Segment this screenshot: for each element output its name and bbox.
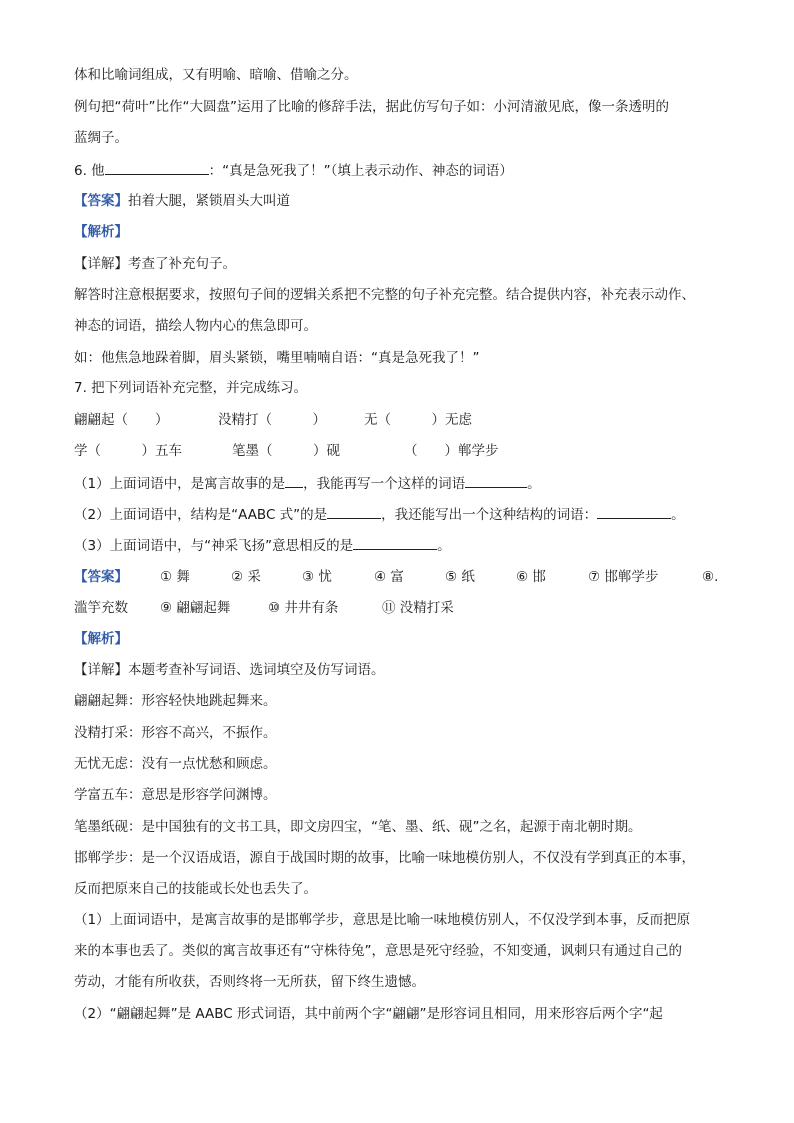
analysis-tag-line [74,629,128,649]
word-item: 学（ ）五车 [74,443,182,459]
answer-item: ① 舞 [160,569,190,585]
detail-tag: 【详解】 [74,662,128,678]
answer-line [74,567,128,587]
text-line: 劳动，才能有所收获，否则终将一无所获，留下终生遗憾。 [74,974,425,990]
word-item: （ ）郸学步 [404,443,499,459]
analysis-tag-line [74,222,128,242]
question-7: 7. 把下列词语补充完整，并完成练习。 [74,380,308,396]
text-line: （2）“翩翩起舞”是 AABC 形式词语，其中前两个字“翩翩”是形容词且相同，用来形容后两个字“起 [74,1006,663,1022]
answer-blank [465,473,527,488]
answer-item: ⑧. [702,569,719,585]
word-item: 没精打（ ） [218,412,326,428]
text-line: 蓝绸子。 [74,130,128,146]
text-line: 学富五车：意思是形容学问渊博。 [74,787,277,803]
analysis-tag: 【解析】 [74,224,128,240]
text-line: 解答时注意根据要求，按照句子间的逻辑关系把不完整的句子补充完整。结合提供内容，补充表示动作、 [74,287,695,303]
answer-blank [327,504,381,519]
word-item: 翩翩起（ ） [74,412,169,428]
word-item: 笔墨（ ）砚 [232,443,340,459]
text-line: 例句把“荷叶”比作“大圆盘”运用了比喻的修辞手法，据此仿写句子如：小河清澈见底，像一条透明的 [74,99,669,115]
answer-blank [105,160,209,175]
sub-question-1: （1）上面词语中，是寓言故事的是 ，我能再写一个这样的词语 。 [74,473,541,494]
answer-item: 滥竽充数 [74,600,128,616]
text-line: 神态的词语，描绘人物内心的焦急即可。 [74,318,317,334]
analysis-tag: 【解析】 [74,631,128,647]
text-line: 邯郸学步：是一个汉语成语，源自于战国时期的故事，比喻一味地模仿别人，不仅没有学到真正的本事， [74,850,695,866]
answer-item: ⑨ 翩翩起舞 [160,600,231,616]
text-line: 翩翩起舞：形容轻快地跳起舞来。 [74,693,277,709]
text-line: （1）上面词语中，是寓言故事的是邯郸学步，意思是比喻一味地模仿别人，不仅没学到本事，反而把原 [74,912,691,928]
answer-item: ⑦ 邯郸学步 [588,569,659,585]
answer-item: ③ 忧 [302,569,332,585]
answer-tag: 【答案】 [74,193,128,209]
answer-blank [353,535,437,550]
answer-blank [285,473,303,488]
answer-item: ⑤ 纸 [445,569,475,585]
text-line: 如：他焦急地跺着脚，眉头紧锁，嘴里喃喃自语：“真是急死我了！” [74,350,480,366]
answer-tag: 【答案】 [74,569,128,585]
detail-line: 【详解】本题考查补写词语、选词填空及仿写词语。 [74,662,385,678]
word-item: 无（ ）无虑 [364,412,472,428]
text-line: 笔墨纸砚：是中国独有的文书工具，即文房四宝，“笔、墨、纸、砚”之名，起源于南北朝时期。 [74,819,642,835]
answer-item: ⑥ 邯 [516,569,546,585]
text-line: 无忧无虑：没有一点忧愁和顾虑。 [74,756,277,772]
detail-tag: 【详解】 [74,256,128,272]
sub-question-2: （2）上面词语中，结构是“AABC 式”的是 ，我还能写出一个这种结构的词语： 。 [74,504,685,525]
answer-line: 【答案】拍着大腿，紧锁眉头大叫道 [74,193,290,209]
answer-item: ⑩ 井井有条 [268,600,339,616]
sub-question-3: （3）上面词语中，与“神采飞扬”意思相反的是 。 [74,535,451,556]
text-line: 体和比喻词组成，又有明喻、暗喻、借喻之分。 [74,67,358,83]
text-line: 没精打采：形容不高兴，不振作。 [74,725,277,741]
question-6: 6. 他 ：“真是急死我了！”（填上表示动作、神态的词语） [74,160,513,181]
text-line: 来的本事也丢了。类似的寓言故事还有“守株待兔”，意思是死守经验，不知变通，讽刺只有通过自己的 [74,943,682,959]
answer-blank [597,504,671,519]
text-line: 反而把原来自己的技能或长处也丢失了。 [74,881,317,897]
detail-line: 【详解】考查了补充句子。 [74,256,236,272]
answer-item: ② 采 [231,569,261,585]
answer-item: ④ 富 [374,569,404,585]
answer-item: ⑪ 没精打采 [382,600,454,616]
